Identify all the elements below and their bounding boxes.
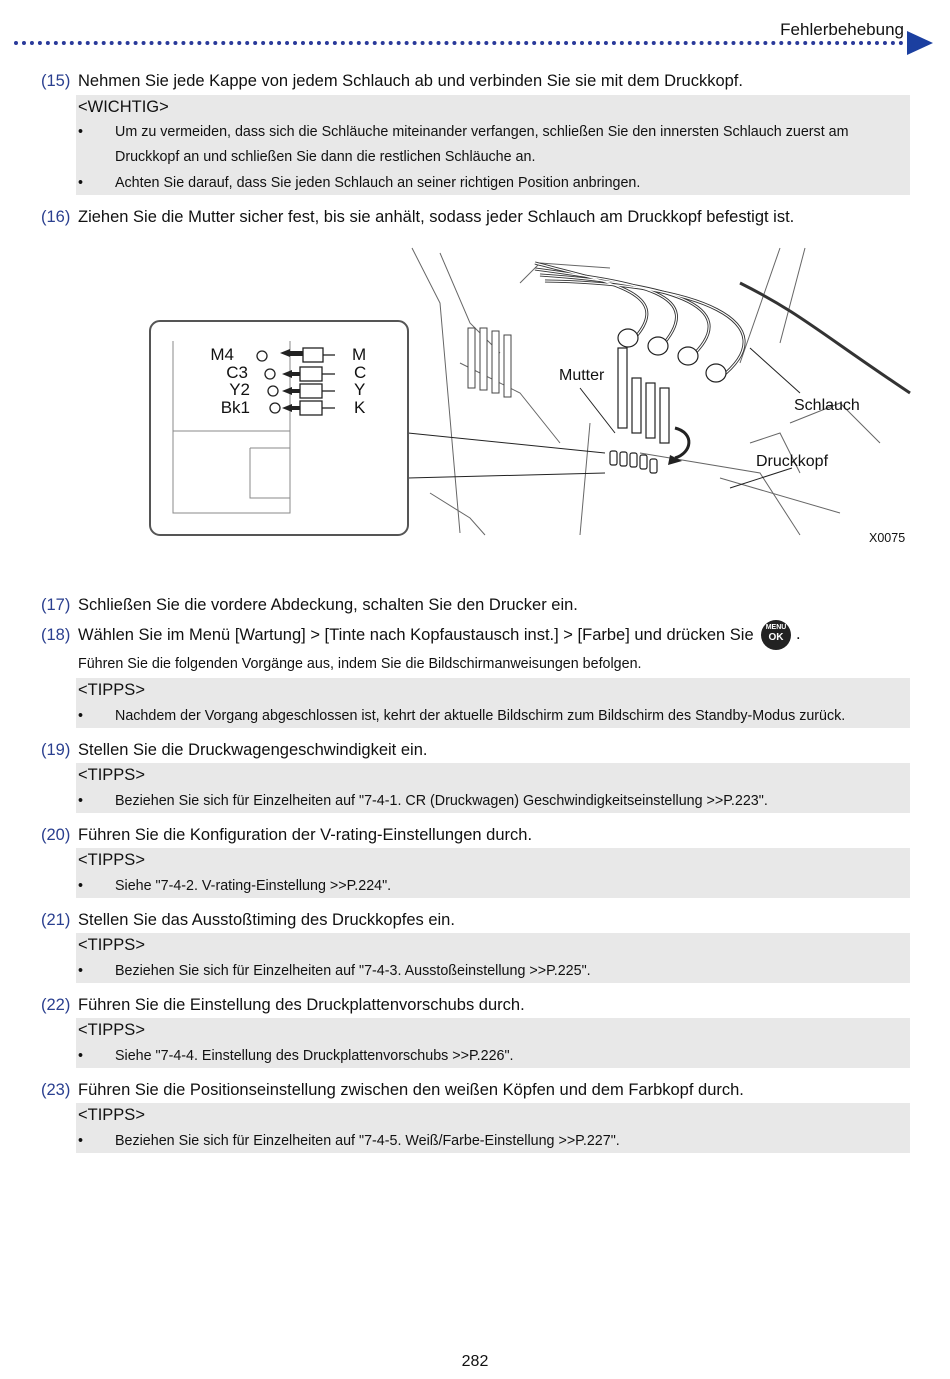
step-18 — [41, 625, 754, 645]
tips-box: <TIPPS> • Beziehen Sie sich für Einzelheiten auf "7-4-1. CR (Druckwagen) Geschwindigkeitseinstellung >>P.223". — [76, 763, 910, 813]
box-tag: <WICHTIG> — [78, 98, 169, 116]
bullet-dot-icon: • — [78, 963, 84, 979]
bullet-dot-icon: • — [78, 124, 84, 140]
box-tag: <TIPPS> — [78, 851, 145, 869]
step-17 — [41, 595, 578, 615]
next-page-arrow-icon[interactable] — [907, 31, 933, 55]
inset-frame — [150, 321, 408, 535]
box-tag: <TIPPS> — [78, 766, 145, 784]
page-number: 282 — [461, 1353, 489, 1370]
step-15 — [41, 71, 743, 91]
tips-box: <TIPPS> • Beziehen Sie sich für Einzelheiten auf "7-4-5. Weiß/Farbe-Einstellung >>P.227". — [76, 1103, 910, 1153]
step-22 — [41, 995, 525, 1015]
callout-schlauch: Schlauch — [794, 397, 860, 414]
tube-connection-figure — [140, 243, 920, 553]
step-number: (20) — [41, 826, 71, 844]
step-number: (23) — [41, 1081, 71, 1099]
tips-box: <TIPPS> • Beziehen Sie sich für Einzelheiten auf "7-4-3. Ausstoßeinstellung >>P.225". — [76, 933, 910, 983]
box-tag: <TIPPS> — [78, 936, 145, 954]
box-tag: <TIPPS> — [78, 681, 145, 699]
step-number: (18) — [41, 626, 71, 644]
tips-box: <TIPPS> • Siehe "7-4-4. Einstellung des Druckplattenvorschubs >>P.226". — [76, 1018, 910, 1068]
step-text: Wählen Sie im Menü [Wartung] > [Tinte nach Kopfaustausch inst.] > [Farbe] und drücken Sie — [78, 626, 754, 644]
menu-ok-button-icon: MENU OK — [761, 620, 791, 650]
bullet-dot-icon: • — [78, 708, 84, 724]
step-text: Ziehen Sie die Mutter sicher fest, bis sie anhält, sodass jeder Schlauch am Druckkopf befestigt ist. — [78, 208, 795, 226]
step-23 — [41, 1080, 744, 1100]
step-19 — [41, 740, 427, 760]
header-dotted-rule — [14, 41, 904, 45]
callout-mutter: Mutter — [559, 367, 605, 384]
step-text: Führen Sie die Konfiguration der V-rating-Einstellungen durch. — [78, 826, 533, 844]
step-number: (22) — [41, 996, 71, 1014]
inset-left-labels: M4 C3 Y2 Bk1 — [210, 345, 250, 417]
step-21 — [41, 910, 455, 930]
tips-box: <TIPPS> • Nachdem der Vorgang abgeschlossen ist, kehrt der aktuelle Bildschirm zum Bildschirm des Standby-Modus zurück. — [76, 678, 910, 728]
step-text: Führen Sie die Einstellung des Druckplattenvorschubs durch. — [78, 996, 525, 1014]
tips-box: <TIPPS> • Siehe "7-4-2. V-rating-Einstellung >>P.224". — [76, 848, 910, 898]
step-number: (17) — [41, 596, 71, 614]
callout-druckkopf: Druckkopf — [756, 453, 829, 470]
box-tag: <TIPPS> — [78, 1021, 145, 1039]
step-number: (15) — [41, 72, 71, 90]
box-tag: <TIPPS> — [78, 1106, 145, 1124]
step-text: Führen Sie die Positionseinstellung zwischen den weißen Köpfen und dem Farbkopf durch. — [78, 1081, 744, 1099]
bullet-dot-icon: • — [78, 878, 84, 894]
bullet-dot-icon: • — [78, 1048, 84, 1064]
step-text: Stellen Sie die Druckwagengeschwindigkeit ein. — [78, 741, 428, 759]
important-box: <WICHTIG> • Um zu vermeiden, dass sich die Schläuche miteinander verfangen, schließen Sie den innersten Schlauch zuerst am Druckkopf an und schließen Sie dann die restlichen Schläuche an. • Achten Sie darauf, dass Sie jeden Schlauch an seiner richtigen Position anbringen. — [76, 95, 910, 195]
step-16 — [41, 207, 794, 227]
step-text: Stellen Sie das Ausstoßtiming des Druckkopfes ein. — [78, 911, 455, 929]
step-number: (21) — [41, 911, 71, 929]
inset-right-labels: M C Y K — [352, 345, 367, 417]
tighten-arrow-icon — [675, 428, 689, 458]
step-20 — [41, 825, 532, 845]
bullet-dot-icon: • — [78, 175, 84, 191]
section-title: Fehlerbehebung — [780, 20, 904, 39]
bullet-dot-icon: • — [78, 1133, 84, 1149]
bullet-dot-icon: • — [78, 793, 84, 809]
step-18-period: . — [796, 625, 801, 643]
step-number: (19) — [41, 741, 71, 759]
step-text: Schließen Sie die vordere Abdeckung, schalten Sie den Drucker ein. — [78, 596, 578, 614]
figure-code: X0075 — [869, 531, 906, 545]
step-text: Nehmen Sie jede Kappe von jedem Schlauch ab und verbinden Sie sie mit dem Druckkopf. — [78, 72, 743, 90]
step-18-subtext: Führen Sie die folgenden Vorgänge aus, indem Sie die Bildschirmanweisungen befolgen. — [78, 656, 642, 672]
step-number: (16) — [41, 208, 71, 226]
